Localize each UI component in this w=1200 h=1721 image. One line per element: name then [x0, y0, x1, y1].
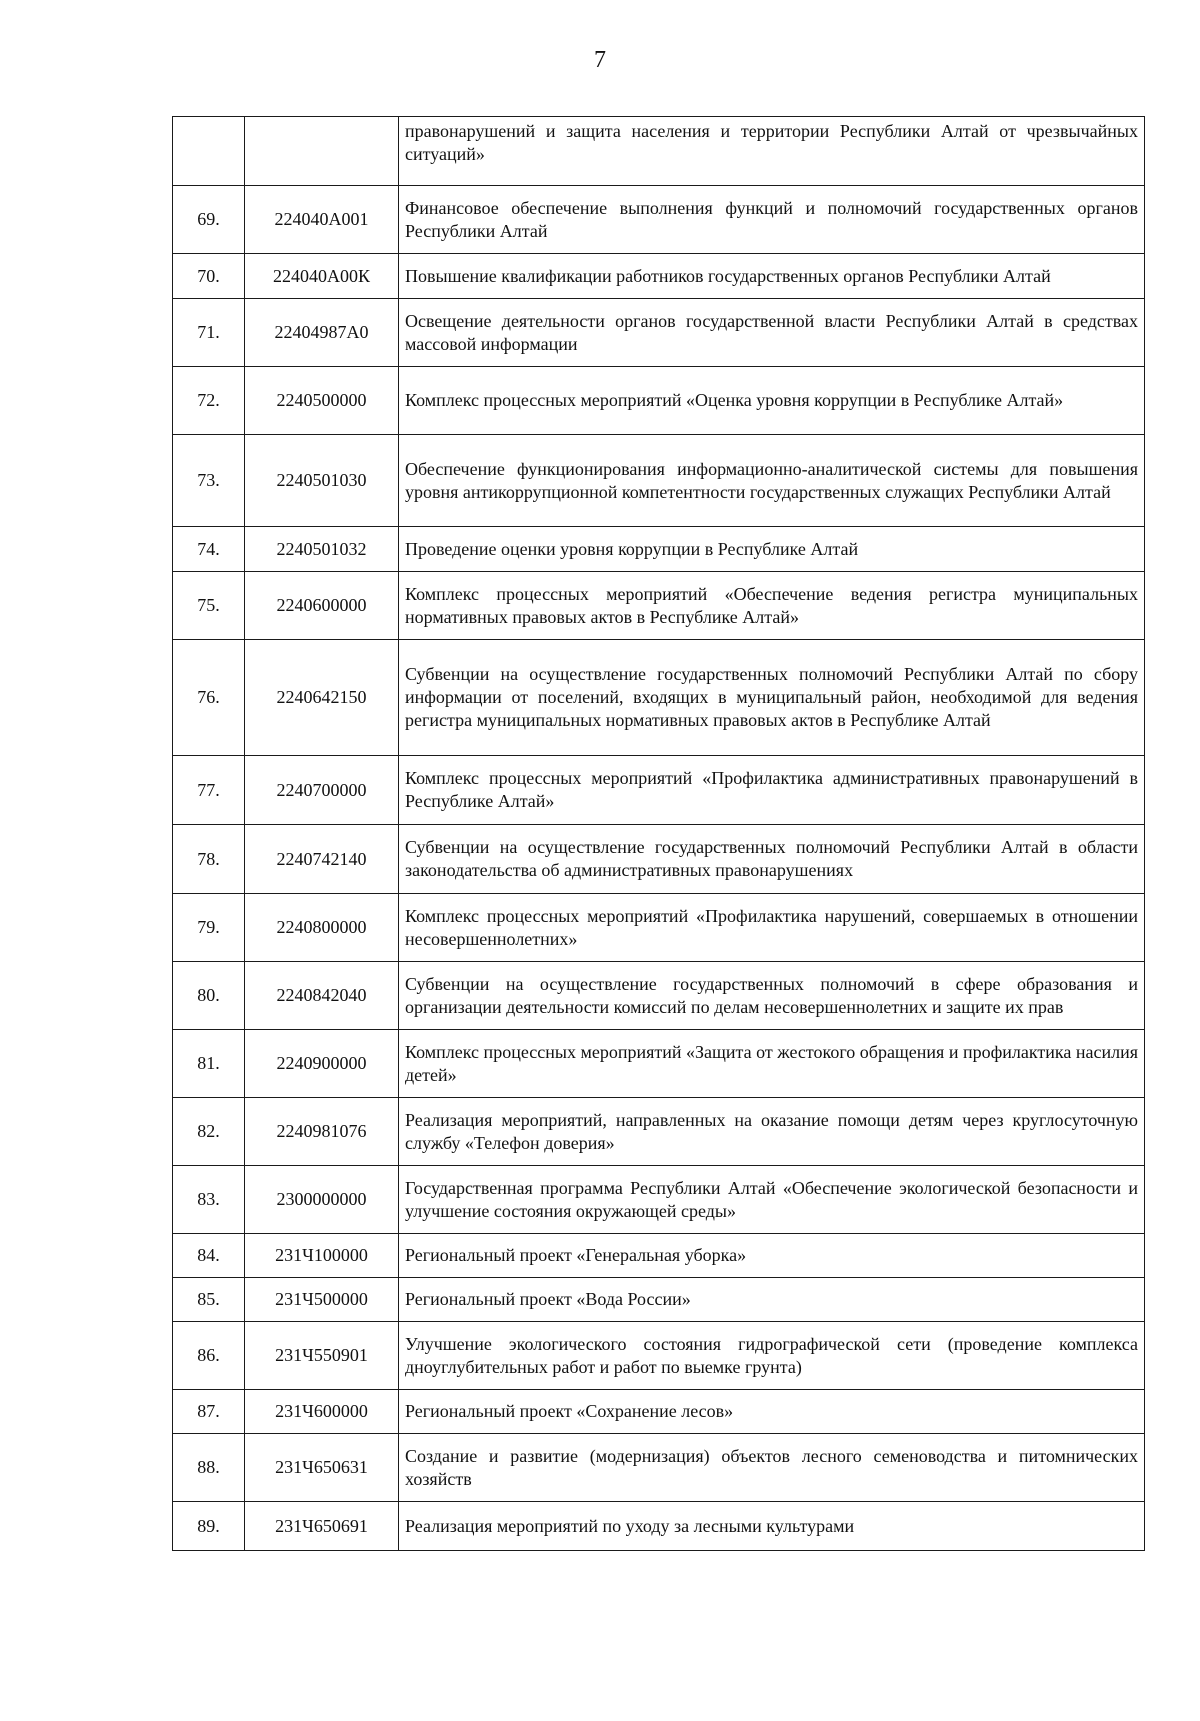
description-cell: Комплекс процессных мероприятий «Профилактика административных правонарушений в Республике Алтай»: [399, 756, 1145, 825]
description-cell: Освещение деятельности органов государственной власти Республики Алтай в средствах массовой информации: [399, 299, 1145, 367]
row-number-cell: 72.: [173, 367, 245, 435]
row-number-cell: 81.: [173, 1030, 245, 1098]
table-row: [173, 1322, 1145, 1390]
description-cell: Государственная программа Республики Алтай «Обеспечение экологической безопасности и улучшение состояния окружающей среды»: [399, 1166, 1145, 1234]
code-cell: 2240501030: [245, 435, 399, 527]
description-cell: Субвенции на осуществление государственных полномочий Республики Алтай по сбору информации от поселений, входящих в муниципальный район, необходимой для ведения регистра муниципальных нормативных правовых актов в Республике Алтай: [399, 640, 1145, 756]
row-number-cell: 71.: [173, 299, 245, 367]
budget-classification-table: [172, 116, 1145, 1551]
table-row: [173, 1502, 1145, 1551]
code-cell: 2240800000: [245, 894, 399, 962]
code-cell: [245, 117, 399, 186]
table-row: [173, 367, 1145, 435]
code-cell: 2240700000: [245, 756, 399, 825]
table-row: [173, 1278, 1145, 1322]
row-number-cell: 86.: [173, 1322, 245, 1390]
description-cell: Реализация мероприятий по уходу за лесными культурами: [399, 1502, 1145, 1551]
row-number-cell: 89.: [173, 1502, 245, 1551]
description-cell: Комплекс процессных мероприятий «Оценка уровня коррупции в Республике Алтай»: [399, 367, 1145, 435]
table-row: [173, 1234, 1145, 1278]
code-cell: 22404987А0: [245, 299, 399, 367]
table-row: [173, 1030, 1145, 1098]
table-row: [173, 962, 1145, 1030]
description-cell: Комплекс процессных мероприятий «Обеспечение ведения регистра муниципальных нормативных правовых актов в Республике Алтай»: [399, 572, 1145, 640]
code-cell: 231Ч550901: [245, 1322, 399, 1390]
row-number-cell: 83.: [173, 1166, 245, 1234]
description-cell: Повышение квалификации работников государственных органов Республики Алтай: [399, 254, 1145, 299]
description-cell: Создание и развитие (модернизация) объектов лесного семеноводства и питомнических хозяйств: [399, 1434, 1145, 1502]
row-number-cell: 82.: [173, 1098, 245, 1166]
code-cell: 2240500000: [245, 367, 399, 435]
description-cell: Комплекс процессных мероприятий «Профилактика нарушений, совершаемых в отношении несовершеннолетних»: [399, 894, 1145, 962]
row-number-cell: 87.: [173, 1390, 245, 1434]
table-row: [173, 894, 1145, 962]
table-row: [173, 825, 1145, 894]
table-row: [173, 117, 1145, 186]
row-number-cell: 75.: [173, 572, 245, 640]
description-cell: правонарушений и защита населения и территории Республики Алтай от чрезвычайных ситуаций»: [399, 117, 1145, 186]
description-cell: Комплекс процессных мероприятий «Защита от жестокого обращения и профилактика насилия детей»: [399, 1030, 1145, 1098]
table-row: [173, 572, 1145, 640]
code-cell: 2300000000: [245, 1166, 399, 1234]
row-number-cell: 79.: [173, 894, 245, 962]
code-cell: 224040А001: [245, 186, 399, 254]
description-cell: Субвенции на осуществление государственных полномочий в сфере образования и организации деятельности комиссий по делам несовершеннолетних и защите их прав: [399, 962, 1145, 1030]
description-cell: Улучшение экологического состояния гидрографической сети (проведение комплекса дноуглубительных работ и работ по выемке грунта): [399, 1322, 1145, 1390]
description-cell: Региональный проект «Сохранение лесов»: [399, 1390, 1145, 1434]
description-cell: Проведение оценки уровня коррупции в Республике Алтай: [399, 527, 1145, 572]
code-cell: 231Ч100000: [245, 1234, 399, 1278]
row-number-cell: 84.: [173, 1234, 245, 1278]
code-cell: 224040А00К: [245, 254, 399, 299]
description-cell: Финансовое обеспечение выполнения функций и полномочий государственных органов Республики Алтай: [399, 186, 1145, 254]
row-number-cell: 74.: [173, 527, 245, 572]
code-cell: 231Ч650631: [245, 1434, 399, 1502]
row-number-cell: 70.: [173, 254, 245, 299]
code-cell: 2240842040: [245, 962, 399, 1030]
row-number-cell: 88.: [173, 1434, 245, 1502]
table-row: [173, 1098, 1145, 1166]
code-cell: 2240981076: [245, 1098, 399, 1166]
table-row: [173, 527, 1145, 572]
description-cell: Региональный проект «Генеральная уборка»: [399, 1234, 1145, 1278]
page-number: 7: [594, 47, 606, 73]
table-row: [173, 299, 1145, 367]
row-number-cell: 77.: [173, 756, 245, 825]
code-cell: 2240501032: [245, 527, 399, 572]
description-cell: Обеспечение функционирования информационно-аналитической системы для повышения уровня антикоррупционной компетентности государственных служащих Республики Алтай: [399, 435, 1145, 527]
code-cell: 2240742140: [245, 825, 399, 894]
code-cell: 2240642150: [245, 640, 399, 756]
description-cell: Региональный проект «Вода России»: [399, 1278, 1145, 1322]
table-row: [173, 756, 1145, 825]
table-row: [173, 1166, 1145, 1234]
row-number-cell: 78.: [173, 825, 245, 894]
code-cell: 231Ч500000: [245, 1278, 399, 1322]
row-number-cell: 85.: [173, 1278, 245, 1322]
row-number-cell: [173, 117, 245, 186]
description-cell: Субвенции на осуществление государственных полномочий Республики Алтай в области законодательства об административных правонарушениях: [399, 825, 1145, 894]
code-cell: 2240600000: [245, 572, 399, 640]
code-cell: 231Ч600000: [245, 1390, 399, 1434]
row-number-cell: 80.: [173, 962, 245, 1030]
description-cell: Реализация мероприятий, направленных на оказание помощи детям через круглосуточную службу «Телефон доверия»: [399, 1098, 1145, 1166]
code-cell: 231Ч650691: [245, 1502, 399, 1551]
table-row: [173, 435, 1145, 527]
code-cell: 2240900000: [245, 1030, 399, 1098]
row-number-cell: 73.: [173, 435, 245, 527]
table-row: [173, 1390, 1145, 1434]
row-number-cell: 69.: [173, 186, 245, 254]
table-row: [173, 1434, 1145, 1502]
table-row: [173, 186, 1145, 254]
row-number-cell: 76.: [173, 640, 245, 756]
table-row: [173, 254, 1145, 299]
table-row: [173, 640, 1145, 756]
